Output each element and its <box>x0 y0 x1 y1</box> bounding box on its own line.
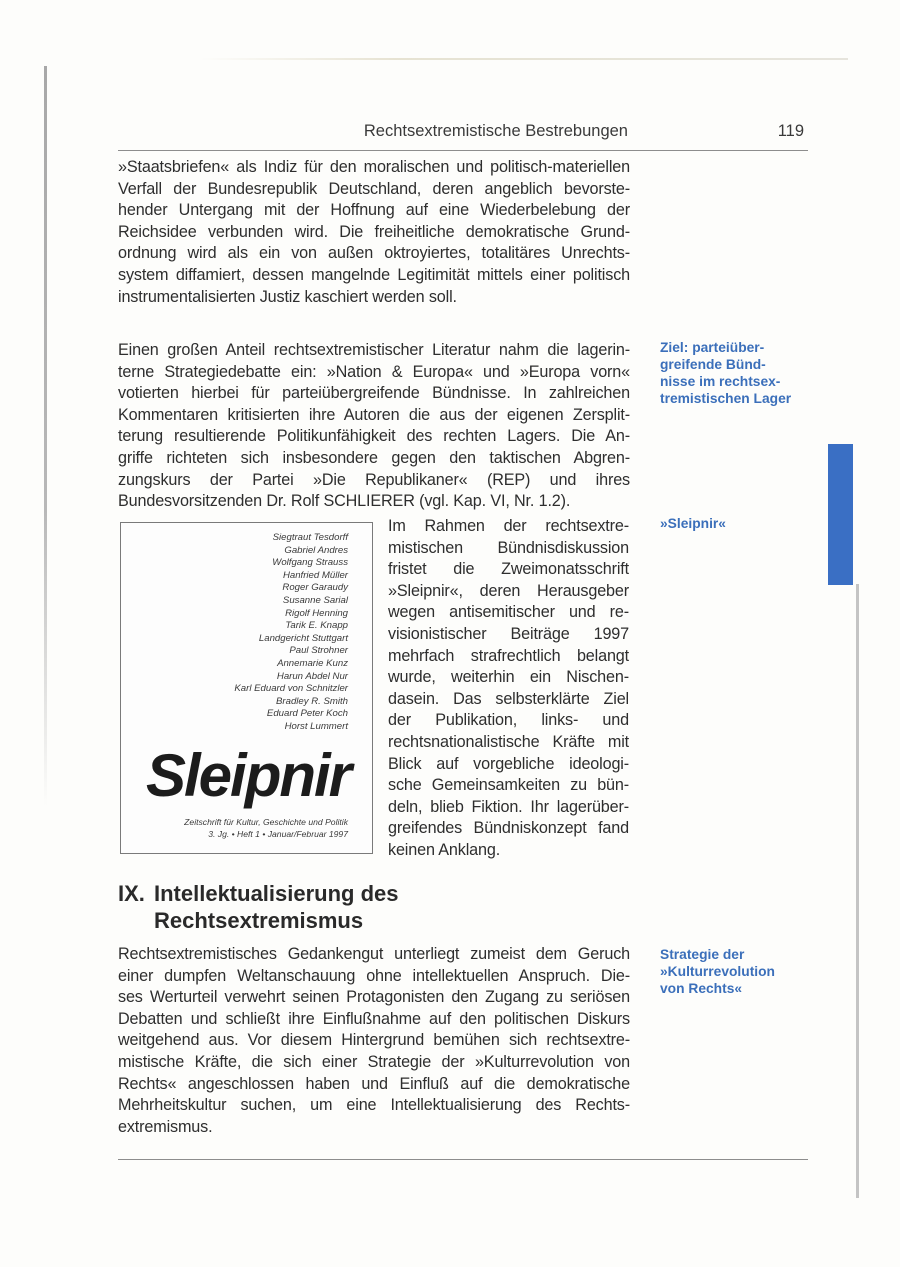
chapter-thumb-tab <box>828 444 853 585</box>
text-line: Im Rahmen der rechtsextre- <box>388 517 629 535</box>
header-rule <box>118 150 808 151</box>
cover-magazine-title: Sleipnir <box>145 742 351 809</box>
sleipnir-cover-figure <box>120 522 373 854</box>
text-line: fristet die Zweimonatsschrift <box>388 560 629 579</box>
text-line: Einen großen Anteil rechtsextremistischer Literatur nahm die lagerin- <box>118 341 630 359</box>
sidenote-line: Strategie der <box>660 947 745 962</box>
text-line: extremismus. <box>118 1117 213 1136</box>
section-number: IX. <box>118 881 145 906</box>
page-number: 119 <box>777 122 804 140</box>
contributor: Eduard Peter Koch <box>266 708 348 720</box>
text-line: Verfall der Bundesrepublik Deutschland, deren angeblich bevorste- <box>118 179 630 198</box>
contributor: Wolfgang Strauss <box>272 557 348 569</box>
contributor: Rigolf Henning <box>285 607 348 619</box>
text-line: terne Strategiedebatte ein: »Nation & Europa« und »Europa vorn« <box>118 362 630 381</box>
text-line: Kommentaren kritisierten ihre Autoren die aus der eigenen Zersplit- <box>118 405 630 424</box>
text-line: instrumentalisierten Justiz kaschiert werden soll. <box>118 287 457 306</box>
paragraph-strategiedebatte <box>118 340 630 513</box>
cover-subtitle-line: Zeitschrift für Kultur, Geschichte und Politik <box>184 817 348 827</box>
section-heading <box>118 880 638 934</box>
text-line: einer dumpfen Weltanschauung ohne intellektuellen Anspruch. Die- <box>118 966 630 985</box>
sidenote-line: von Rechts« <box>660 981 743 996</box>
text-line: Mehrheitskultur suchen, um eine Intellektualisierung des Rechts- <box>118 1096 630 1115</box>
sidenote-line: Ziel: parteiüber- <box>660 340 765 355</box>
contributor: Harun Abdel Nur <box>276 670 348 682</box>
page-header <box>118 122 808 144</box>
contributor: Tarik E. Knapp <box>285 620 348 632</box>
text-line: »Sleipnir«, deren Herausgeber <box>388 581 629 600</box>
section-title-line1: Intellektualisierung des <box>154 881 399 906</box>
text-line: der Publikation, links- und <box>388 711 629 730</box>
sidenote-line: »Sleipnir« <box>660 516 726 531</box>
sidenote-sleipnir <box>660 515 820 532</box>
contributor: Bradley R. Smith <box>276 695 348 707</box>
sidenote-line: »Kulturrevolution <box>660 964 775 979</box>
text-line: zungskurs der Partei »Die Republikaner« (REP) und ihres <box>118 470 630 489</box>
sidenote-buendnisse <box>660 339 820 407</box>
scan-edge-top <box>200 58 848 60</box>
contributor: Susanne Sarial <box>282 594 348 606</box>
text-line: mehrfach strafrechtlich belangt <box>388 646 629 665</box>
text-line: keinen Anklang. <box>388 840 501 859</box>
text-line: terung resultierende Politikunfähigkeit des rechten Lagers. Die An- <box>118 427 630 446</box>
sidenote-line: nisse im rechtsex- <box>660 374 781 389</box>
text-line: dasein. Das selbsterklärte Ziel <box>388 689 629 708</box>
text-line: Reichsidee verbunden wird. Die freiheitliche demokratische Grund- <box>118 222 630 241</box>
text-line: Bundesvorsitzenden Dr. Rolf SCHLIERER (vgl. Kap. VI, Nr. 1.2). <box>118 492 571 511</box>
text-line: mistische Kräfte, die sich einer Strategie der »Kulturrevolution von <box>118 1052 630 1071</box>
contributor: Karl Eduard von Schnitzler <box>234 683 348 695</box>
text-line: deln, blieb Fiktion. Ihr lagerüber- <box>388 797 629 816</box>
paragraph-sleipnir <box>388 516 629 862</box>
text-line: weitgehend aus. Vor diesem Hintergrund bemühen sich rechtsextre- <box>118 1031 630 1050</box>
sidenote-line: tremistischen Lager <box>660 391 792 406</box>
text-line: »Staatsbriefen« als Indiz für den moralischen und politisch-materiellen <box>118 158 630 176</box>
contributor: Landgericht Stuttgart <box>258 632 348 644</box>
contributor: Paul Strohner <box>289 645 348 657</box>
text-line: rechtsnationalistische Kräfte mit <box>388 732 629 751</box>
text-line: system diffamiert, dessen mangelnde Legitimität mittels einer politisch <box>118 265 630 284</box>
text-line: Debatten und schließt ihre Einflußnahme auf den politischen Diskurs <box>118 1009 630 1028</box>
footer-rule <box>118 1159 808 1160</box>
sidenote-line: greifende Bünd- <box>660 357 766 372</box>
contributor: Gabriel Andres <box>284 544 348 556</box>
text-line: ses Werturteil verwehrt seinen Protagonisten den Zugang zu seriösen <box>118 988 630 1007</box>
paragraph-intellektualisierung <box>118 944 630 1138</box>
text-line: griffe richteten sich insbesondere gegen den taktischen Abgren- <box>118 448 630 467</box>
contributor: Roger Garaudy <box>282 582 348 594</box>
contributor: Annemarie Kunz <box>277 657 348 669</box>
text-line: wegen antisemitischer und re- <box>388 603 629 622</box>
cover-subtitle <box>184 817 348 840</box>
cover-issue-line: 3. Jg. • Heft 1 • Januar/Februar 1997 <box>208 828 348 839</box>
text-line: mistischen Bündnisdiskussion <box>388 538 629 557</box>
sidenote-kulturrevolution <box>660 946 820 997</box>
contributor: Siegtraut Tesdorff <box>272 532 348 543</box>
text-line: votierten hierbei für parteiübergreifende Bündnisse. In zahlreichen <box>118 384 630 403</box>
text-line: Rechtsextremistisches Gedankengut unterliegt zumeist dem Geruch <box>118 945 630 963</box>
section-title-line2: Rechtsextremismus <box>154 908 364 933</box>
contributor: Horst Lummert <box>284 720 348 732</box>
running-title: Rechtsextremistische Bestrebungen <box>363 122 628 140</box>
scan-edge-left <box>44 66 47 806</box>
scan-edge-right <box>856 584 859 1198</box>
text-line: Blick auf vorgebliche ideologi- <box>388 754 629 773</box>
text-line: hender Untergang mit der Hoffnung auf eine Wiederbelebung der <box>118 201 630 220</box>
text-line: sche Gemeinsamkeiten zu bün- <box>388 776 629 795</box>
paragraph-staatsbriefen <box>118 157 630 308</box>
text-line: greifendes Bündniskonzept fand <box>388 819 629 838</box>
text-line: wurde, weiterhin ein Nischen- <box>388 668 629 687</box>
text-line: ordnung wird als ein von außen oktroyiertes, totalitäres Unrechts- <box>118 244 630 263</box>
contributor: Hanfried Müller <box>282 569 348 581</box>
text-line: Rechts« angeschlossen haben und Einfluß auf die demokratische <box>118 1074 630 1093</box>
cover-contributor-list <box>234 532 348 734</box>
text-line: visionistischer Beiträge 1997 <box>388 624 629 643</box>
